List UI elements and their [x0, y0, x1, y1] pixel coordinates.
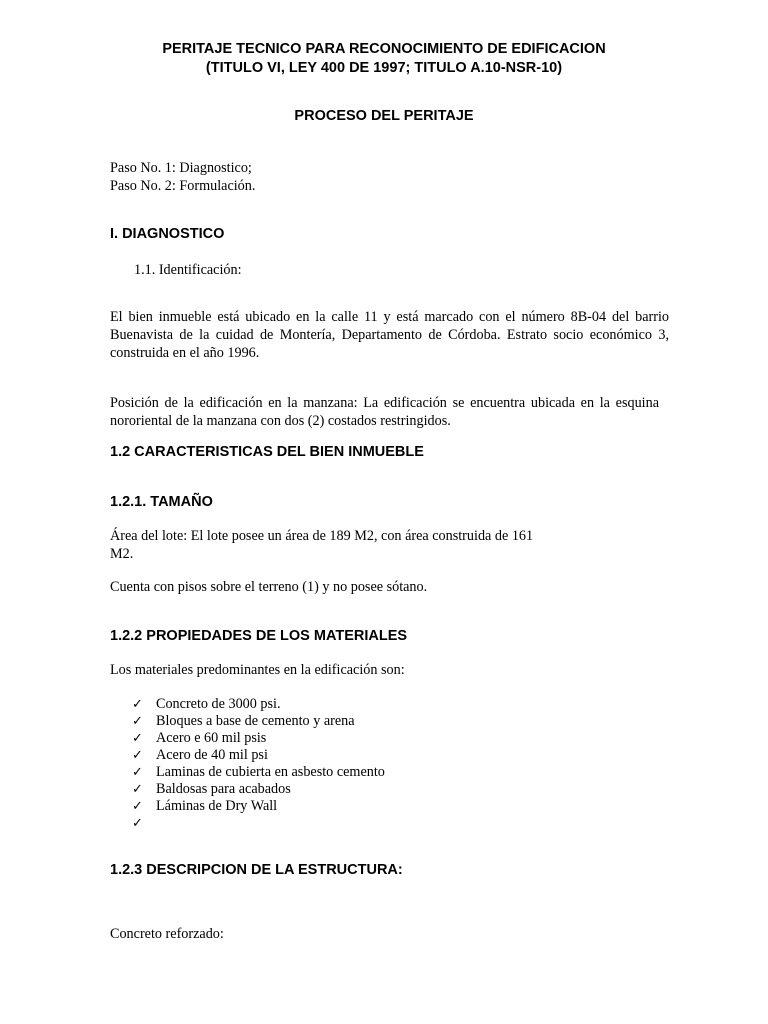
list-item — [132, 696, 385, 713]
checkmark-icon: ✓ — [132, 697, 143, 712]
heading-tamano: 1.2.1. TAMAÑO — [110, 494, 213, 510]
document-title-line1: PERITAJE TECNICO PARA RECONOCIMIENTO DE EDIFICACION — [162, 41, 606, 57]
material-label: Acero de 40 mil psi — [156, 747, 268, 763]
checkmark-icon: ✓ — [132, 748, 143, 763]
materials-list — [132, 696, 385, 832]
checkmark-icon: ✓ — [132, 782, 143, 797]
list-item — [132, 730, 385, 747]
material-label: Laminas de cubierta en asbesto cemento — [156, 764, 385, 780]
checkmark-icon: ✓ — [132, 799, 143, 814]
list-item — [132, 815, 385, 832]
material-label: Concreto de 3000 psi. — [156, 696, 281, 712]
location-paragraph: El bien inmueble está ubicado en la calle 11 y está marcado con el número 8B-04 del barrio Buenavista de la cuidad de Montería, Departamento de Córdoba. Estrato socio económico 3, construida en el año 1996. — [110, 309, 669, 361]
checkmark-icon: ✓ — [132, 816, 143, 831]
heading-descripcion-estructura: 1.2.3 DESCRIPCION DE LA ESTRUCTURA: — [110, 862, 403, 878]
list-item — [132, 764, 385, 781]
section-diagnostico-heading: I. DIAGNOSTICO — [110, 226, 225, 242]
list-item — [132, 747, 385, 764]
heading-propiedades-materiales: 1.2.2 PROPIEDADES DE LOS MATERIALES — [110, 628, 408, 644]
list-item — [132, 781, 385, 798]
checkmark-icon: ✓ — [132, 765, 143, 780]
area-line-2: M2. — [110, 546, 134, 562]
material-label: Acero e 60 mil psis — [156, 730, 267, 746]
floors-text: Cuenta con pisos sobre el terreno (1) y no posee sótano. — [110, 579, 428, 595]
area-line-1: Área del lote: El lote posee un área de 189 M2, con área construida de 161 — [110, 528, 534, 544]
material-label: Láminas de Dry Wall — [156, 798, 278, 814]
checkmark-icon: ✓ — [132, 714, 143, 729]
material-label: Baldosas para acabados — [156, 781, 291, 797]
heading-caracteristicas: 1.2 CARACTERISTICAS DEL BIEN INMUEBLE — [110, 444, 424, 460]
subsection-identificacion: 1.1. Identificación: — [134, 262, 242, 278]
checkmark-icon: ✓ — [132, 731, 143, 746]
materials-intro: Los materiales predominantes en la edificación son: — [110, 662, 405, 678]
step-1: Paso No. 1: Diagnostico; — [110, 160, 252, 176]
step-2: Paso No. 2: Formulación. — [110, 178, 256, 194]
position-paragraph: Posición de la edificación en la manzana: La edificación se encuentra ubicada en la esquina nororiental de la manzana con dos (2) costados restringidos. — [110, 395, 659, 429]
structure-text: Concreto reforzado: — [110, 926, 224, 942]
list-item — [132, 713, 385, 730]
list-item — [132, 798, 385, 815]
process-heading: PROCESO DEL PERITAJE — [294, 108, 474, 124]
document-title-line2: (TITULO VI, LEY 400 DE 1997; TITULO A.10-NSR-10) — [205, 60, 563, 76]
material-label: Bloques a base de cemento y arena — [156, 713, 355, 729]
